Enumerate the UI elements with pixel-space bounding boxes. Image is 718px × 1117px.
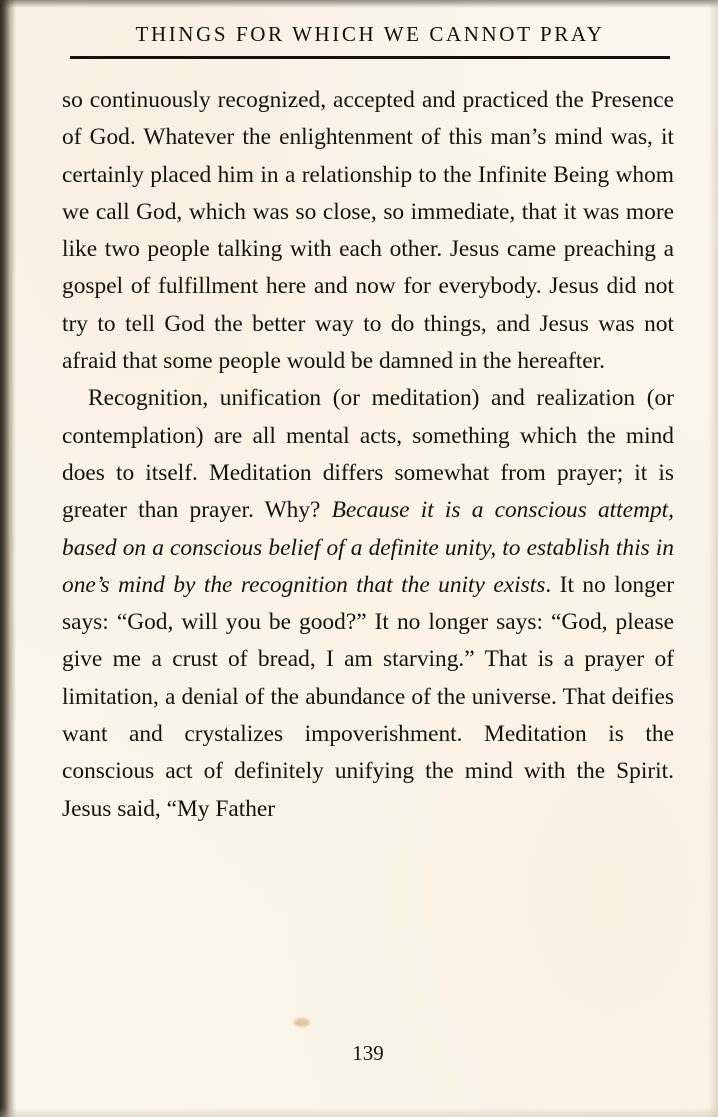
paragraph-2-tail: . It no longer says: “God, will you be good?” It no longer says: “God, please give me a crust of bread, I am starving.” That is a prayer of limitation, a denial of the abundance of the universe. That deifies want and crystalizes impoverishment. Meditation is the conscious act of definitely unifying the mind with the Spirit. Jesus said, “My Father	[62, 571, 674, 822]
header-rule	[70, 56, 670, 59]
paragraph-1: so continuously recognized, accepted and practiced the Presence of God. Whatever the enlightenment of this man’s mind was, it certainly placed him in a relationship to the Infinite Being whom we call God, which was so close, so immediate, that it was more like two people talking with each other. Jesus came preaching a gospel of fulfillment here and now for everybody. Jesus did not try to tell God the better way to do things, and Jesus was not afraid that some people would be damned in the hereafter.	[62, 87, 674, 375]
paper-smudge	[294, 1018, 310, 1027]
body-text	[62, 82, 674, 828]
page-content	[62, 0, 676, 1117]
scan-edge-left	[0, 0, 16, 1117]
paragraph-2-lead: Recognition, unification (or meditation) and realization (or contemplation) are all mental acts, something which the mind does to itself. Meditation differs somewhat from prayer; it is greater than prayer. Why?	[62, 385, 674, 524]
running-head: THINGS FOR WHICH WE CANNOT PRAY	[135, 22, 605, 46]
paragraph-2	[62, 380, 674, 828]
page-number: 139	[352, 1041, 384, 1065]
scan-edge-right	[708, 0, 718, 1117]
paragraph-2-emphasis: Because it is a conscious attempt, based on a conscious belief of a definite unity, to establish this in one’s mind by the recognition that the unity exists	[62, 497, 674, 598]
